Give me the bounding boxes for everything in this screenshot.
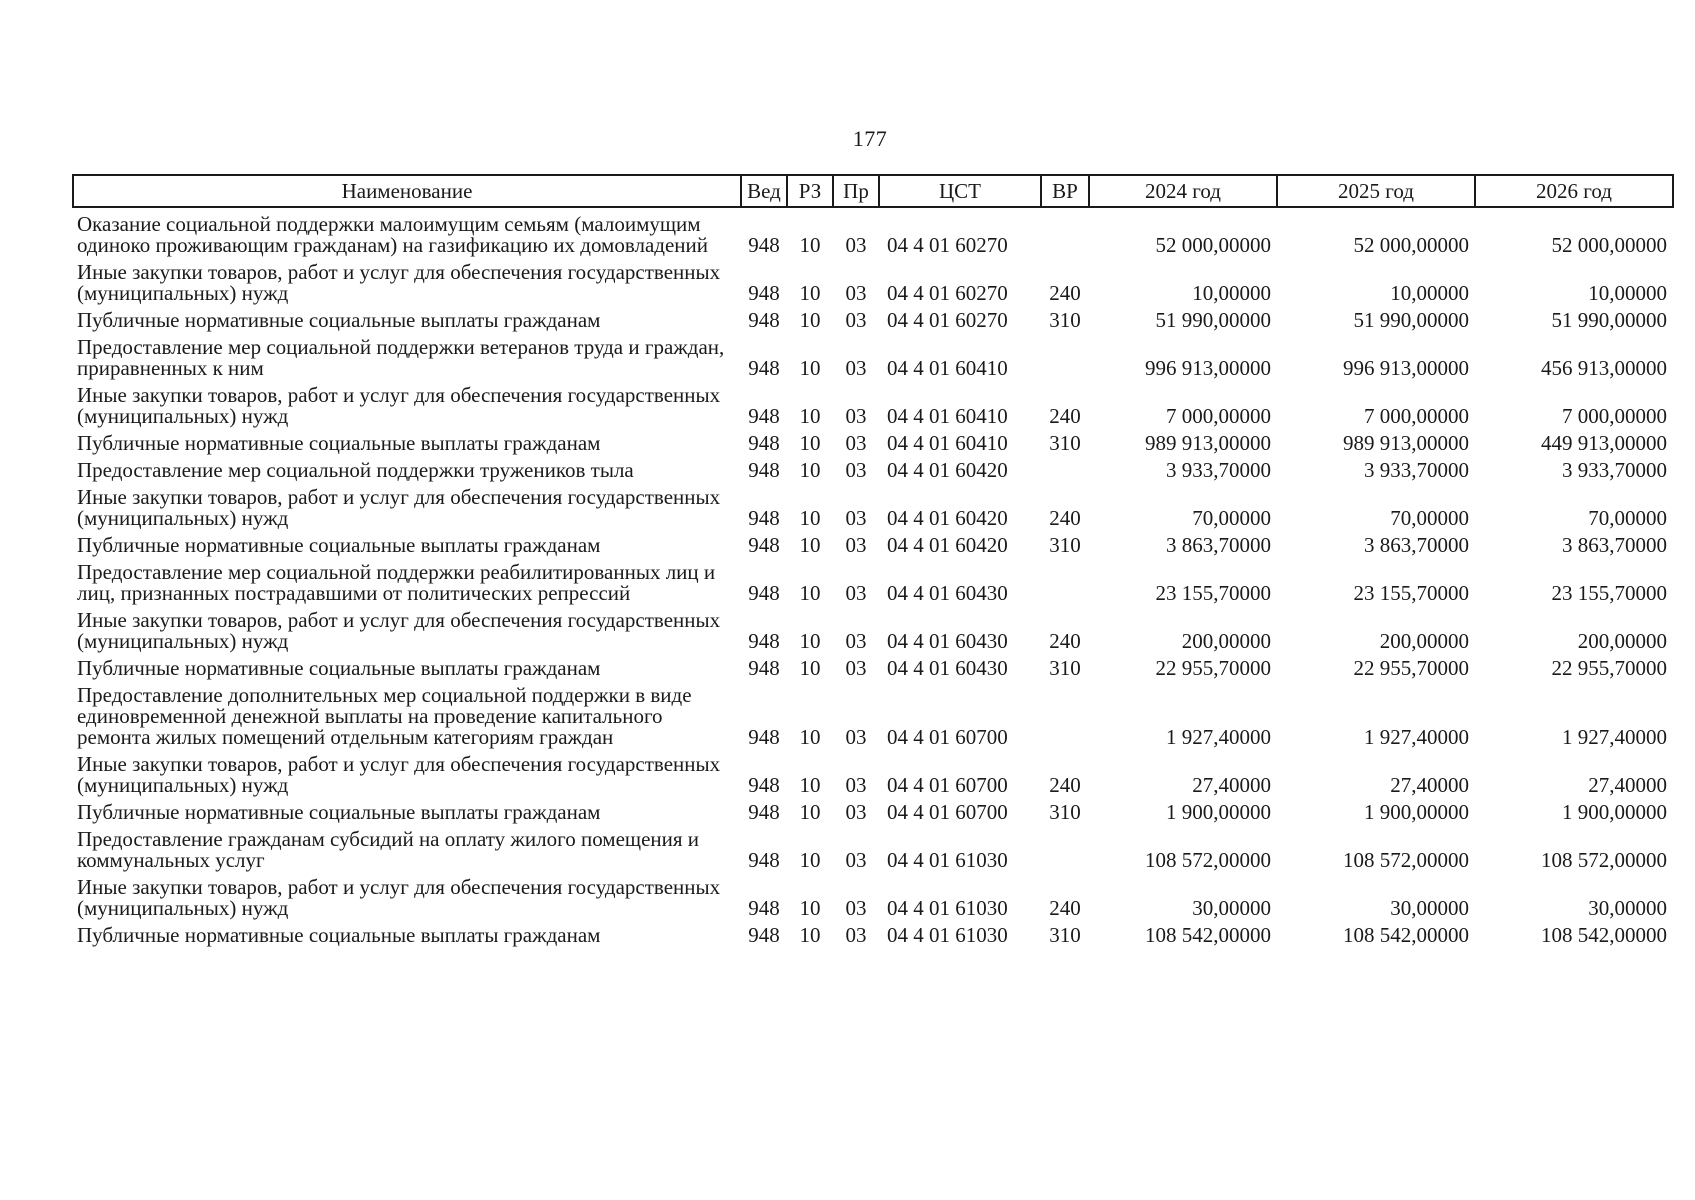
table-row: [73, 382, 1673, 430]
table-row: [73, 430, 1673, 457]
cell-name: Оказание социальной поддержки малоимущим семьям (малоимущим одиноко проживающим гражданам) на газификацию их домовладений: [77, 212, 709, 257]
cell-rz: 10: [799, 404, 821, 428]
cell-vr: [1041, 207, 1089, 259]
cell-vr: [1041, 826, 1089, 874]
cell-amount-2025: 989 913,00000: [1343, 431, 1469, 455]
cell-pr: 03: [845, 233, 867, 257]
cell-rz: 10: [799, 656, 821, 680]
cell-vr: 310: [1049, 800, 1081, 824]
cell-name: Публичные нормативные социальные выплаты гражданам: [77, 800, 601, 824]
cell-vr: 310: [1049, 923, 1081, 947]
cell-name: Предоставление мер социальной поддержки реабилитированных лиц и лиц, признанных пострадавшими от политических репрессий: [77, 560, 716, 605]
cell-name: Иные закупки товаров, работ и услуг для обеспечения государственных (муниципальных) нужд: [77, 383, 721, 428]
cell-ved: 948: [748, 800, 780, 824]
cell-amount-2025: 1 900,00000: [1364, 800, 1469, 824]
table-row: [73, 334, 1673, 382]
table-row: [73, 874, 1673, 922]
cell-ved: 948: [748, 404, 780, 428]
header-year-2024: 2024 год: [1089, 175, 1277, 207]
table-row: [73, 607, 1673, 655]
cell-ved: 948: [748, 629, 780, 653]
cell-amount-2026: 30,00000: [1588, 896, 1667, 920]
cell-vr: 240: [1049, 629, 1081, 653]
cell-amount-2026: 22 955,70000: [1551, 656, 1667, 680]
cell-amount-2025: 70,00000: [1390, 506, 1469, 530]
table-row: [73, 307, 1673, 334]
cell-rz: 10: [799, 581, 821, 605]
cell-amount-2025: 52 000,00000: [1353, 233, 1469, 257]
cell-name: Иные закупки товаров, работ и услуг для обеспечения государственных (муниципальных) нужд: [77, 485, 721, 530]
cell-ved: 948: [748, 923, 780, 947]
cell-name: Публичные нормативные социальные выплаты гражданам: [77, 533, 601, 557]
cell-rz: 10: [799, 356, 821, 380]
cell-cst: 04 4 01 60270: [887, 233, 1008, 257]
cell-ved: 948: [748, 458, 780, 482]
cell-vr: 310: [1049, 308, 1081, 332]
cell-amount-2024: 51 990,00000: [1155, 308, 1271, 332]
cell-name: Публичные нормативные социальные выплаты гражданам: [77, 656, 601, 680]
cell-amount-2024: 996 913,00000: [1145, 356, 1271, 380]
cell-rz: 10: [799, 506, 821, 530]
cell-cst: 04 4 01 60410: [887, 404, 1008, 428]
table-row: [73, 484, 1673, 532]
cell-name: Иные закупки товаров, работ и услуг для обеспечения государственных (муниципальных) нужд: [77, 260, 721, 305]
cell-amount-2024: 3 933,70000: [1166, 458, 1271, 482]
table-row: [73, 799, 1673, 826]
cell-rz: 10: [799, 725, 821, 749]
table-row: [73, 532, 1673, 559]
cell-amount-2026: 27,40000: [1588, 773, 1667, 797]
cell-rz: 10: [799, 800, 821, 824]
cell-rz: 10: [799, 533, 821, 557]
cell-amount-2026: 108 542,00000: [1541, 923, 1667, 947]
table-row: [73, 826, 1673, 874]
cell-amount-2026: 23 155,70000: [1551, 581, 1667, 605]
cell-cst: 04 4 01 60430: [887, 656, 1008, 680]
header-pr: Пр: [833, 175, 879, 207]
header-year-2026: 2026 год: [1475, 175, 1673, 207]
cell-amount-2024: 7 000,00000: [1166, 404, 1271, 428]
header-vr: ВР: [1041, 175, 1089, 207]
cell-amount-2024: 108 542,00000: [1145, 923, 1271, 947]
cell-pr: 03: [845, 431, 867, 455]
cell-amount-2024: 22 955,70000: [1155, 656, 1271, 680]
header-year-2025: 2025 год: [1277, 175, 1475, 207]
cell-amount-2024: 27,40000: [1192, 773, 1271, 797]
cell-vr: 240: [1049, 773, 1081, 797]
cell-pr: 03: [845, 848, 867, 872]
cell-amount-2024: 1 927,40000: [1166, 725, 1271, 749]
cell-amount-2025: 1 927,40000: [1364, 725, 1469, 749]
table-row: [73, 655, 1673, 682]
cell-amount-2024: 30,00000: [1192, 896, 1271, 920]
table-body: [73, 207, 1673, 949]
cell-cst: 04 4 01 60700: [887, 800, 1008, 824]
cell-name: Публичные нормативные социальные выплаты гражданам: [77, 431, 601, 455]
table-header-row: [73, 175, 1673, 207]
cell-amount-2026: 449 913,00000: [1541, 431, 1667, 455]
cell-amount-2026: 200,00000: [1577, 629, 1667, 653]
cell-pr: 03: [845, 404, 867, 428]
cell-ved: 948: [748, 656, 780, 680]
cell-name: Публичные нормативные социальные выплаты гражданам: [77, 308, 601, 332]
cell-cst: 04 4 01 60430: [887, 629, 1008, 653]
cell-cst: 04 4 01 60700: [887, 725, 1008, 749]
cell-amount-2026: 1 900,00000: [1562, 800, 1667, 824]
cell-amount-2025: 27,40000: [1390, 773, 1469, 797]
cell-cst: 04 4 01 60270: [887, 308, 1008, 332]
budget-table: [72, 174, 1674, 949]
table-row: [73, 259, 1673, 307]
cell-amount-2024: 1 900,00000: [1166, 800, 1271, 824]
cell-name: Публичные нормативные социальные выплаты гражданам: [77, 923, 601, 947]
cell-amount-2025: 3 863,70000: [1364, 533, 1469, 557]
cell-rz: 10: [799, 848, 821, 872]
table-row: [73, 457, 1673, 484]
header-ved: Вед: [741, 175, 787, 207]
cell-ved: 948: [748, 581, 780, 605]
header-rz: РЗ: [787, 175, 833, 207]
cell-amount-2026: 1 927,40000: [1562, 725, 1667, 749]
cell-name: Предоставление гражданам субсидий на оплату жилого помещения и коммунальных услуг: [77, 827, 700, 872]
cell-ved: 948: [748, 725, 780, 749]
cell-pr: 03: [845, 923, 867, 947]
cell-pr: 03: [845, 629, 867, 653]
cell-amount-2024: 108 572,00000: [1145, 848, 1271, 872]
cell-cst: 04 4 01 60420: [887, 533, 1008, 557]
cell-pr: 03: [845, 773, 867, 797]
cell-amount-2026: 10,00000: [1588, 281, 1667, 305]
cell-vr: [1041, 682, 1089, 751]
table-row: [73, 751, 1673, 799]
page-number: 177: [852, 126, 888, 151]
cell-vr: [1041, 457, 1089, 484]
cell-cst: 04 4 01 60270: [887, 281, 1008, 305]
cell-amount-2024: 200,00000: [1181, 629, 1271, 653]
cell-name: Предоставление мер социальной поддержки тружеников тыла: [77, 458, 634, 482]
cell-vr: [1041, 334, 1089, 382]
cell-name: Предоставление мер социальной поддержки ветеранов труда и граждан, приравненных к ним: [77, 335, 725, 380]
cell-amount-2025: 108 542,00000: [1343, 923, 1469, 947]
cell-cst: 04 4 01 60410: [887, 356, 1008, 380]
cell-amount-2025: 200,00000: [1379, 629, 1469, 653]
cell-amount-2026: 7 000,00000: [1562, 404, 1667, 428]
cell-amount-2025: 3 933,70000: [1364, 458, 1469, 482]
cell-amount-2026: 51 990,00000: [1551, 308, 1667, 332]
cell-amount-2026: 456 913,00000: [1541, 356, 1667, 380]
cell-pr: 03: [845, 506, 867, 530]
cell-rz: 10: [799, 233, 821, 257]
cell-vr: 310: [1049, 533, 1081, 557]
cell-name: Иные закупки товаров, работ и услуг для обеспечения государственных (муниципальных) нужд: [77, 752, 721, 797]
cell-rz: 10: [799, 896, 821, 920]
cell-amount-2024: 10,00000: [1192, 281, 1271, 305]
cell-vr: 240: [1049, 404, 1081, 428]
cell-pr: 03: [845, 533, 867, 557]
cell-ved: 948: [748, 533, 780, 557]
cell-amount-2026: 70,00000: [1588, 506, 1667, 530]
table-row: [73, 922, 1673, 949]
cell-ved: 948: [748, 356, 780, 380]
cell-pr: 03: [845, 896, 867, 920]
table-row: [73, 207, 1673, 259]
cell-pr: 03: [845, 581, 867, 605]
cell-amount-2025: 22 955,70000: [1353, 656, 1469, 680]
header-name: Наименование: [73, 175, 741, 207]
cell-cst: 04 4 01 61030: [887, 896, 1008, 920]
cell-vr: 310: [1049, 431, 1081, 455]
cell-amount-2025: 23 155,70000: [1353, 581, 1469, 605]
cell-pr: 03: [845, 308, 867, 332]
cell-vr: 310: [1049, 656, 1081, 680]
cell-amount-2026: 52 000,00000: [1551, 233, 1667, 257]
cell-ved: 948: [748, 233, 780, 257]
cell-amount-2025: 7 000,00000: [1364, 404, 1469, 428]
cell-name: Предоставление дополнительных мер социальной поддержки в виде единовременной денежной выплаты на проведение капитального ремонта жилых помещений отдельным категориям граждан: [77, 683, 692, 749]
cell-amount-2026: 3 863,70000: [1562, 533, 1667, 557]
cell-ved: 948: [748, 848, 780, 872]
cell-ved: 948: [748, 773, 780, 797]
cell-vr: 240: [1049, 281, 1081, 305]
cell-vr: 240: [1049, 506, 1081, 530]
cell-rz: 10: [799, 923, 821, 947]
cell-ved: 948: [748, 308, 780, 332]
cell-pr: 03: [845, 356, 867, 380]
cell-amount-2026: 3 933,70000: [1562, 458, 1667, 482]
cell-amount-2024: 70,00000: [1192, 506, 1271, 530]
cell-amount-2025: 10,00000: [1390, 281, 1469, 305]
cell-cst: 04 4 01 60430: [887, 581, 1008, 605]
cell-ved: 948: [748, 431, 780, 455]
cell-name: Иные закупки товаров, работ и услуг для обеспечения государственных (муниципальных) нужд: [77, 608, 721, 653]
cell-pr: 03: [845, 800, 867, 824]
cell-cst: 04 4 01 61030: [887, 848, 1008, 872]
cell-amount-2025: 51 990,00000: [1353, 308, 1469, 332]
cell-cst: 04 4 01 60700: [887, 773, 1008, 797]
cell-amount-2024: 52 000,00000: [1155, 233, 1271, 257]
cell-amount-2025: 996 913,00000: [1343, 356, 1469, 380]
cell-amount-2026: 108 572,00000: [1541, 848, 1667, 872]
cell-rz: 10: [799, 773, 821, 797]
cell-ved: 948: [748, 281, 780, 305]
cell-amount-2025: 108 572,00000: [1343, 848, 1469, 872]
cell-pr: 03: [845, 281, 867, 305]
cell-cst: 04 4 01 60420: [887, 506, 1008, 530]
cell-amount-2024: 23 155,70000: [1155, 581, 1271, 605]
cell-rz: 10: [799, 629, 821, 653]
cell-ved: 948: [748, 506, 780, 530]
cell-cst: 04 4 01 60420: [887, 458, 1008, 482]
cell-pr: 03: [845, 656, 867, 680]
cell-vr: 240: [1049, 896, 1081, 920]
cell-rz: 10: [799, 431, 821, 455]
cell-name: Иные закупки товаров, работ и услуг для обеспечения государственных (муниципальных) нужд: [77, 875, 721, 920]
header-cst: ЦСТ: [879, 175, 1041, 207]
cell-ved: 948: [748, 896, 780, 920]
table-row: [73, 559, 1673, 607]
cell-amount-2024: 3 863,70000: [1166, 533, 1271, 557]
cell-rz: 10: [799, 281, 821, 305]
table-row: [73, 682, 1673, 751]
cell-amount-2025: 30,00000: [1390, 896, 1469, 920]
cell-rz: 10: [799, 458, 821, 482]
cell-rz: 10: [799, 308, 821, 332]
cell-vr: [1041, 559, 1089, 607]
cell-amount-2024: 989 913,00000: [1145, 431, 1271, 455]
cell-cst: 04 4 01 61030: [887, 923, 1008, 947]
cell-cst: 04 4 01 60410: [887, 431, 1008, 455]
cell-pr: 03: [845, 725, 867, 749]
cell-pr: 03: [845, 458, 867, 482]
